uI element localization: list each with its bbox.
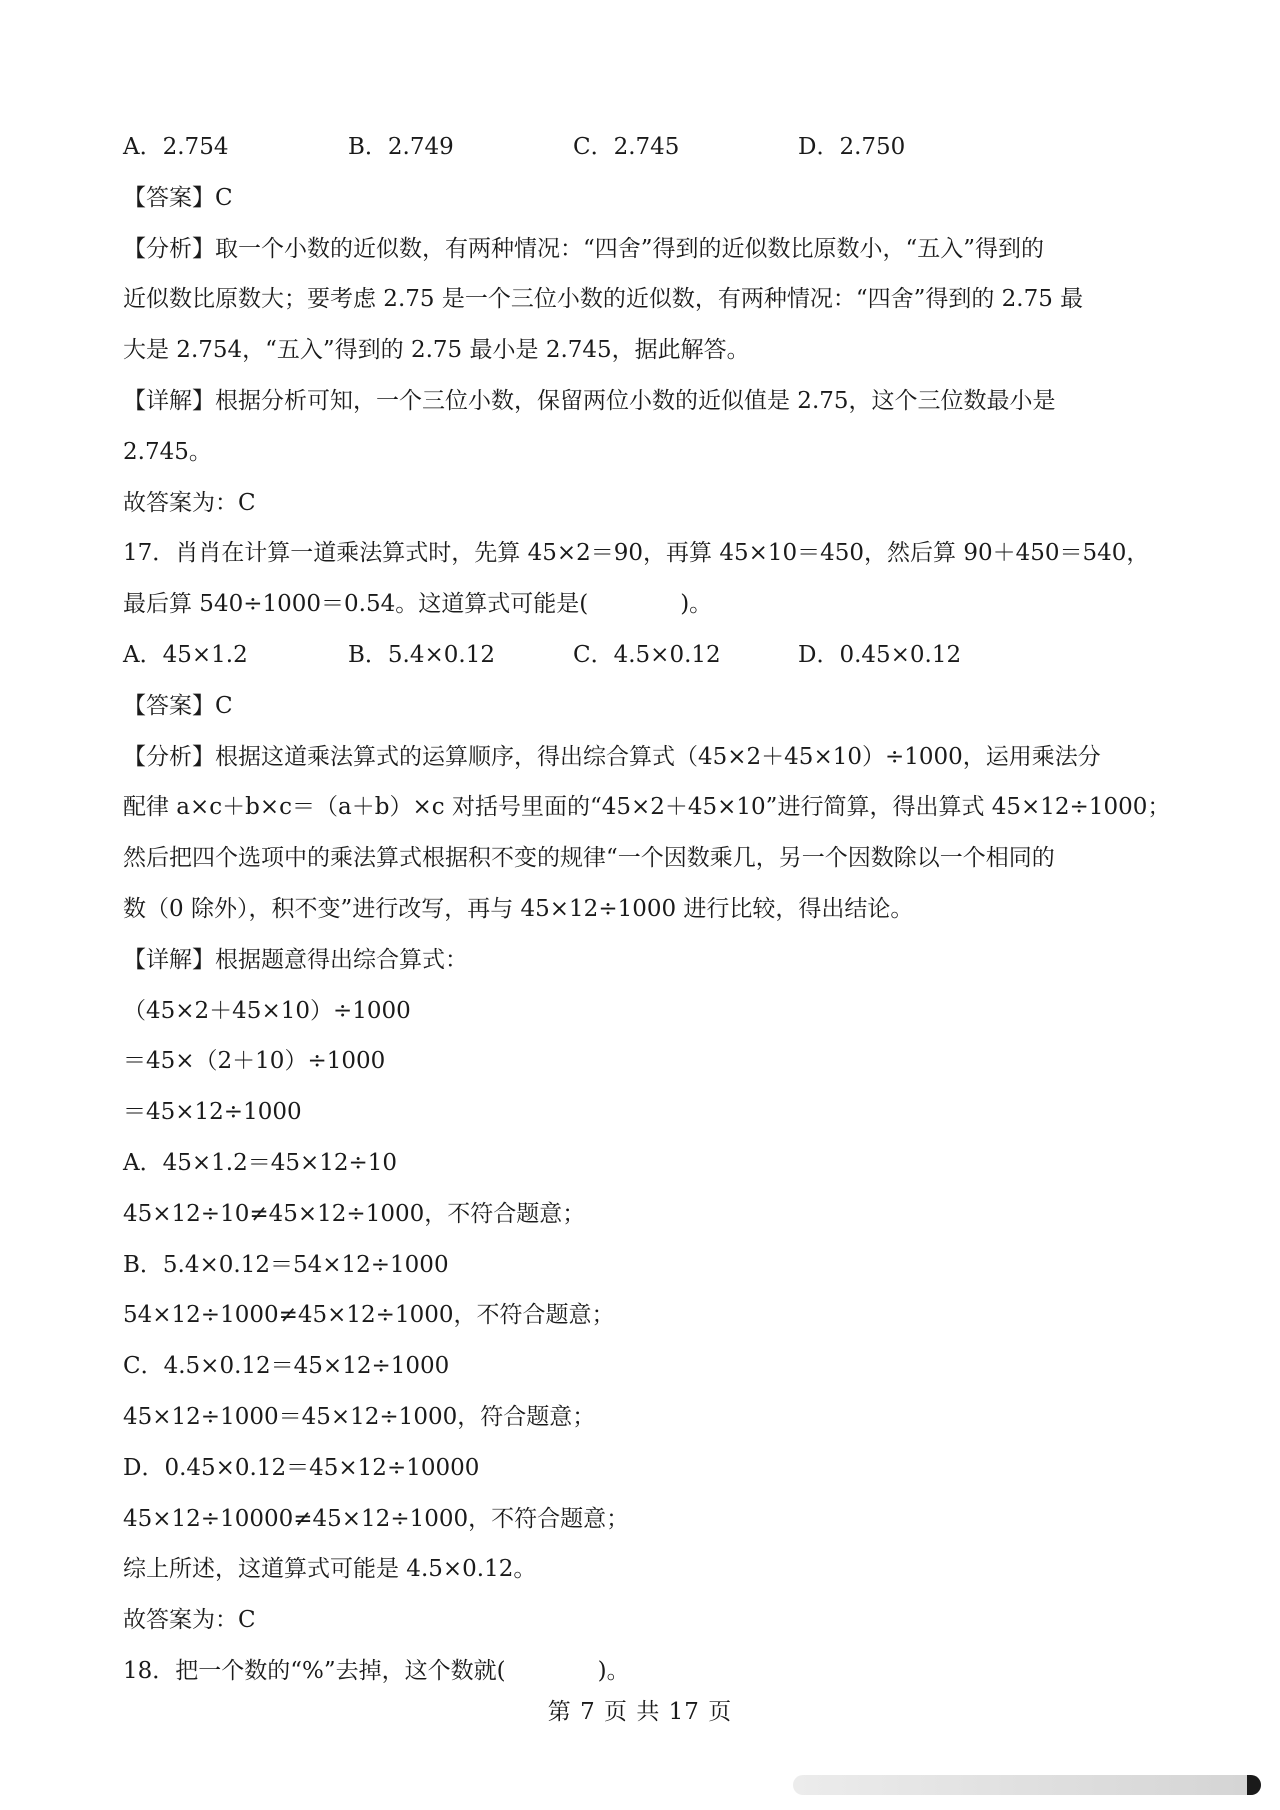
q17-detail-line: 45×12÷1000＝45×12÷1000，符合题意； — [123, 1403, 596, 1430]
q16-detail-line: 【详解】根据分析可知，一个三位小数，保留两位小数的近似值是 2.75，这个三位数最小是 — [123, 387, 1056, 414]
q18-question: 18．把一个数的“%”去掉，这个数就( )。 — [123, 1657, 630, 1684]
q17-detail-line: A．45×1.2＝45×12÷10 — [123, 1149, 398, 1176]
q17-question-line: 17．肖肖在计算一道乘法算式时，先算 45×2＝90，再算 45×10＝450，然后算 90＋450＝540， — [123, 540, 1150, 567]
q17-detail-line: 【详解】根据题意得出综合算式： — [123, 946, 468, 973]
q17-detail-line: D．0.45×0.12＝45×12÷10000 — [123, 1454, 480, 1481]
q17-analysis-line: 然后把四个选项中的乘法算式根据积不变的规律“一个因数乘几，另一个因数除以一个相同的 — [123, 845, 1055, 872]
q17-detail-line: （45×2＋45×10）÷1000 — [123, 997, 411, 1024]
scrollbar-end-cap — [1247, 1775, 1261, 1795]
q17-detail-line: 54×12÷1000≠45×12÷1000，不符合题意； — [123, 1302, 615, 1329]
q17-detail-line: 综上所述，这道算式可能是 4.5×0.12。 — [123, 1556, 537, 1583]
q17-options — [123, 630, 1173, 681]
q17-detail-line: B．5.4×0.12＝54×12÷1000 — [123, 1251, 449, 1278]
q17-option-a: A．45×1.2 — [123, 641, 248, 668]
q17-analysis-line: 配律 a×c＋b×c＝（a＋b）×c 对括号里面的“45×2＋45×10”进行简算，得出算式 45×12÷1000； — [123, 794, 1171, 821]
q16-option-d: D．2.750 — [798, 134, 906, 160]
q16-option-c: C．2.745 — [573, 134, 680, 160]
q16-detail-line: 2.745。 — [123, 438, 212, 465]
q17-question-line: 最后算 540÷1000＝0.54。这道算式可能是( )。 — [123, 591, 713, 618]
q16-final-answer: 故答案为：C — [123, 489, 256, 516]
q17-option-d: D．0.45×0.12 — [798, 641, 962, 668]
page-number: 第 7 页 共 17 页 — [547, 1699, 733, 1725]
q16-option-b: B．2.749 — [348, 134, 454, 160]
q16-option-a: A．2.754 — [123, 134, 229, 160]
document-page — [123, 122, 1173, 1697]
q17-option-c: C．4.5×0.12 — [573, 641, 721, 668]
q17-detail-line: C．4.5×0.12＝45×12÷1000 — [123, 1353, 450, 1380]
q17-answer: 【答案】C — [123, 692, 233, 719]
q16-answer: 【答案】C — [123, 184, 233, 211]
q17-analysis-line: 【分析】根据这道乘法算式的运算顺序，得出综合算式（45×2＋45×10）÷1000，运用乘法分 — [123, 743, 1101, 770]
q16-analysis-line: 【分析】取一个小数的近似数，有两种情况：“四舍”得到的近似数比原数小，“五入”得到的 — [123, 235, 1045, 262]
q17-detail-line: ＝45×（2＋10）÷1000 — [123, 1048, 386, 1075]
q17-analysis-line: 数（0 除外），积不变”进行改写，再与 45×12÷1000 进行比较，得出结论。 — [123, 895, 914, 922]
q17-detail-line: 45×12÷10000≠45×12÷1000，不符合题意； — [123, 1505, 630, 1532]
q16-analysis-line: 近似数比原数大；要考虑 2.75 是一个三位小数的近似数，有两种情况：“四舍”得到的 2.75 最 — [123, 286, 1084, 313]
q16-options — [123, 122, 1173, 173]
q17-option-b: B．5.4×0.12 — [348, 641, 495, 668]
q17-detail-line: 45×12÷10≠45×12÷1000，不符合题意； — [123, 1200, 586, 1227]
q16-analysis-line: 大是 2.754，“五入”得到的 2.75 最小是 2.745，据此解答。 — [123, 337, 750, 364]
q17-final-answer: 故答案为：C — [123, 1607, 256, 1634]
horizontal-scrollbar[interactable] — [793, 1775, 1261, 1795]
q17-detail-line: ＝45×12÷1000 — [123, 1099, 302, 1126]
